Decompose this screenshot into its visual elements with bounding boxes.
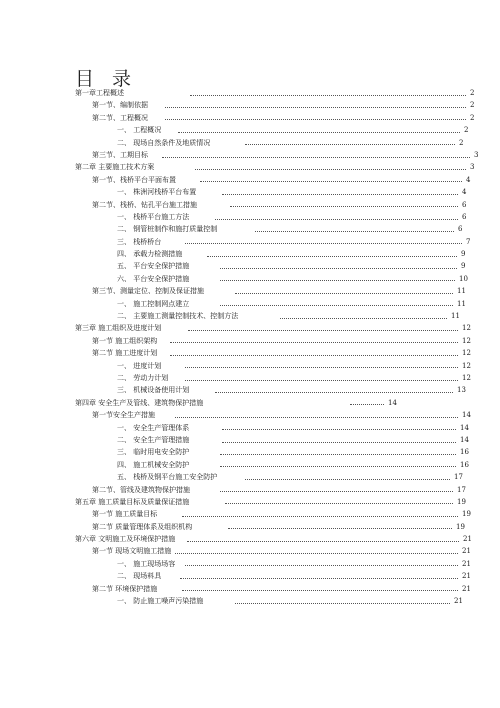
toc-entry-page-number: 21: [463, 535, 472, 544]
dot-leader: [165, 107, 466, 108]
toc-entry-page-number: 3: [474, 150, 479, 159]
toc-entry-page-number: 6: [458, 225, 463, 234]
dot-leader: [235, 293, 453, 294]
toc-entry[interactable]: [0, 87, 500, 99]
toc-entry-page-number: 19: [457, 497, 466, 506]
dot-leader: [235, 603, 450, 604]
toc-entry-title: 四、 施工机械安全防护: [117, 460, 190, 469]
toc-entry-page-number: 4: [462, 188, 467, 197]
toc-entry-title: 二、 劳动力计划: [117, 373, 169, 382]
toc-entry-title: 二、 钢管桩制作和施打质量控制: [117, 225, 218, 234]
toc-entry-title: 四、 承载力检测措施: [117, 250, 183, 259]
toc-entry-page-number: 19: [456, 522, 465, 531]
toc-entry[interactable]: [0, 186, 500, 198]
toc-entry[interactable]: [0, 533, 500, 545]
toc-entry-page-number: 12: [462, 336, 471, 345]
dot-leader: [182, 516, 458, 517]
dot-leader: [175, 417, 458, 418]
toc-entry[interactable]: [0, 508, 500, 520]
dot-leader: [207, 256, 457, 257]
toc-entry-title: 第二节、栈桥、钻孔平台施工措施: [92, 200, 197, 209]
toc-entry-page-number: 11: [457, 287, 466, 296]
toc-entry-title: 三、 机械设备使用计划: [117, 386, 190, 395]
dot-leader: [245, 144, 455, 145]
dot-leader: [185, 243, 462, 244]
toc-entry-page-number: 2: [464, 126, 469, 135]
toc-entry-title: 三、 栈桥桥台: [117, 237, 162, 246]
toc-entry-title: 第二节 质量管理体系及组织机构: [92, 522, 193, 531]
toc-entry[interactable]: [0, 384, 500, 396]
dot-leader: [190, 95, 466, 96]
toc-entry-page-number: 21: [462, 559, 471, 568]
toc-entry-page-number: 3: [470, 163, 475, 172]
toc-entry-title: 第一节安全生产措施: [92, 411, 155, 420]
toc-entry[interactable]: [0, 236, 500, 248]
toc-entry-title: 一、 工程概况: [117, 126, 162, 135]
dot-leader: [222, 194, 458, 195]
toc-entry-page-number: 21: [462, 547, 471, 556]
dot-leader: [215, 219, 458, 220]
dot-leader: [350, 404, 384, 405]
toc-entry-page-number: 6: [462, 212, 467, 221]
toc-entry-title: 第四章 安全生产及管线、建筑物保护措施: [75, 398, 204, 407]
toc-entry[interactable]: [0, 558, 500, 570]
dot-leader: [280, 318, 447, 319]
dot-leader: [222, 429, 456, 430]
toc-entry-title: 第三节、工期目标: [92, 150, 148, 159]
dot-leader: [180, 578, 458, 579]
toc-entry[interactable]: [0, 174, 500, 186]
toc-entry[interactable]: [0, 310, 500, 322]
toc-entry-page-number: 13: [457, 386, 466, 395]
toc-entry-page-number: 21: [454, 597, 463, 606]
toc-entry[interactable]: [0, 422, 500, 434]
toc-entry-page-number: 17: [457, 485, 466, 494]
dot-leader: [220, 466, 456, 467]
toc-entry-title: 第一节 施工质量目标: [92, 510, 158, 519]
dot-leader: [185, 565, 458, 566]
toc-entry-page-number: 17: [454, 473, 463, 482]
dot-leader: [220, 491, 453, 492]
dot-leader: [222, 442, 456, 443]
toc-entry-title: 第三节、测量定位、控制及保证措施: [92, 287, 204, 296]
dot-leader: [187, 541, 459, 542]
dot-leader: [220, 454, 456, 455]
toc-entry-page-number: 2: [459, 138, 464, 147]
dot-leader: [220, 305, 453, 306]
toc-entry-page-number: 12: [462, 349, 471, 358]
dot-leader: [162, 157, 470, 158]
page-title: 目 录: [75, 68, 138, 90]
toc-entry[interactable]: [0, 570, 500, 582]
toc-entry-title: 一、 株洲河栈桥平台布置: [117, 188, 197, 197]
toc-entry-title: 三、 临时用电安全防护: [117, 448, 190, 457]
toc-entry-title: 六、 平台安全保护措施: [117, 274, 190, 283]
toc-entry-page-number: 11: [457, 299, 466, 308]
toc-entry[interactable]: [0, 484, 500, 496]
dot-leader: [220, 280, 455, 281]
dot-leader: [230, 206, 458, 207]
toc-entry[interactable]: [0, 211, 500, 223]
dot-leader: [185, 367, 458, 368]
toc-entry-page-number: 14: [388, 398, 397, 407]
toc-entry-title: 二、 现场料具: [117, 572, 162, 581]
toc-entry-title: 一、 栈桥平台施工方法: [117, 212, 190, 221]
table-of-contents: [0, 87, 500, 607]
toc-entry[interactable]: [0, 434, 500, 446]
dot-leader: [178, 132, 460, 133]
toc-entry[interactable]: [0, 99, 500, 111]
toc-entry[interactable]: [0, 459, 500, 471]
toc-entry-title: 第五章 施工质量目标及质量保证措施: [75, 497, 190, 506]
dot-leader: [188, 330, 458, 331]
toc-entry-title: 第二节 施工进度计划: [92, 349, 158, 358]
toc-entry[interactable]: [0, 347, 500, 359]
toc-entry-page-number: 16: [460, 448, 469, 457]
toc-entry-title: 第二节、管线及建筑物保护措施: [92, 485, 190, 494]
toc-entry[interactable]: [0, 199, 500, 211]
dot-leader: [195, 169, 466, 170]
toc-entry[interactable]: [0, 322, 500, 334]
toc-entry-page-number: 6: [462, 200, 467, 209]
toc-entry[interactable]: [0, 360, 500, 372]
toc-entry-title: 第二节、工程概况: [92, 113, 148, 122]
dot-leader: [182, 590, 458, 591]
toc-entry[interactable]: [0, 521, 500, 533]
toc-entry[interactable]: [0, 471, 500, 483]
toc-entry-title: 第一节、编制依据: [92, 101, 148, 110]
toc-entry-page-number: 21: [462, 584, 471, 593]
toc-entry-title: 五、 平台安全保护措施: [117, 262, 190, 271]
toc-entry-page-number: 12: [462, 324, 471, 333]
dot-leader: [228, 528, 452, 529]
toc-entry[interactable]: [0, 583, 500, 595]
dot-leader: [175, 553, 458, 554]
toc-entry[interactable]: [0, 248, 500, 260]
toc-entry[interactable]: [0, 260, 500, 272]
toc-entry[interactable]: [0, 446, 500, 458]
toc-entry-title: 第二节 环境保护措施: [92, 584, 158, 593]
toc-entry[interactable]: [0, 124, 500, 136]
toc-entry-page-number: 12: [462, 361, 471, 370]
toc-entry-title: 一、 安全生产管理体系: [117, 423, 190, 432]
dot-leader: [220, 268, 457, 269]
toc-entry[interactable]: [0, 372, 500, 384]
toc-entry-page-number: 10: [459, 274, 468, 283]
dot-leader: [170, 342, 458, 343]
toc-entry-page-number: 4: [466, 175, 471, 184]
toc-entry-page-number: 11: [451, 312, 460, 321]
toc-entry[interactable]: [0, 496, 500, 508]
toc-entry-page-number: 12: [462, 373, 471, 382]
dot-leader: [225, 503, 453, 504]
toc-entry[interactable]: [0, 273, 500, 285]
toc-entry-title: 第一节、栈桥平台平面布置: [92, 175, 176, 184]
toc-entry[interactable]: [0, 595, 500, 607]
toc-entry-page-number: 2: [470, 89, 475, 97]
toc-entry[interactable]: [0, 397, 500, 409]
dot-leader: [185, 380, 458, 381]
toc-entry-title: 第六章 文明施工及环境保护措施: [75, 535, 176, 544]
toc-entry-title: 二、 安全生产管理措施: [117, 435, 190, 444]
dot-leader: [215, 392, 453, 393]
dot-leader: [170, 355, 458, 356]
toc-entry[interactable]: [0, 149, 500, 161]
toc-entry[interactable]: [0, 409, 500, 421]
dot-leader: [200, 181, 462, 182]
toc-entry-page-number: 14: [460, 435, 469, 444]
toc-entry[interactable]: [0, 335, 500, 347]
dot-leader: [165, 119, 466, 120]
dot-leader: [255, 231, 454, 232]
toc-entry-page-number: 16: [460, 460, 469, 469]
toc-entry-page-number: 21: [462, 572, 471, 581]
toc-entry[interactable]: [0, 161, 500, 173]
toc-entry-page-number: 2: [470, 113, 475, 122]
toc-entry-page-number: 14: [460, 423, 469, 432]
toc-entry-title: 第一节 施工组织架构: [92, 336, 158, 345]
toc-entry-page-number: 19: [462, 510, 471, 519]
toc-entry-title: 第三章 施工组织及进度计划: [75, 324, 162, 333]
toc-entry-title: 第二章 主要施工技术方案: [75, 163, 155, 172]
toc-entry[interactable]: [0, 285, 500, 297]
toc-entry-page-number: 9: [461, 262, 466, 271]
toc-entry[interactable]: [0, 137, 500, 149]
toc-entry-page-number: 7: [466, 237, 471, 246]
toc-entry-title: 一、 施工控制网点建立: [117, 299, 190, 308]
toc-entry[interactable]: [0, 298, 500, 310]
toc-entry[interactable]: [0, 545, 500, 557]
dot-leader: [245, 479, 450, 480]
toc-entry-title: 二、 主要施工测量控制技术、控制方法: [117, 312, 239, 321]
toc-entry-title: 二、 现场自然条件及地质情况: [117, 138, 211, 147]
toc-entry[interactable]: [0, 223, 500, 235]
toc-entry[interactable]: [0, 112, 500, 124]
toc-entry-title: 一、 进度计划: [117, 361, 162, 370]
toc-entry-title: 一、 施工现场场容: [117, 559, 176, 568]
toc-entry-title: 一、 防止施工噪声污染措施: [117, 597, 204, 606]
toc-entry-page-number: 9: [461, 250, 466, 259]
toc-entry-page-number: 14: [462, 411, 471, 420]
toc-entry-page-number: 2: [470, 101, 475, 110]
toc-entry-title: 五、 栈桥及钢平台施工安全防护: [117, 473, 218, 482]
toc-entry-title: 第一节 现场文明施工措施: [92, 547, 172, 556]
toc-entry-title: 第一章工程概述: [75, 89, 124, 97]
